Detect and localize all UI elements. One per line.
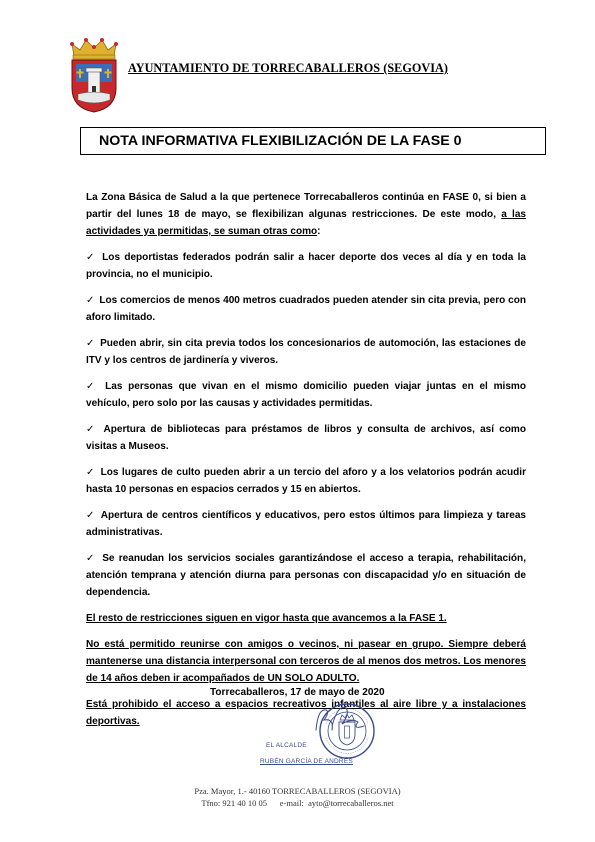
checkmark-icon: ✓	[86, 424, 97, 435]
checkmark-icon: ✓	[86, 295, 95, 306]
list-item-text: Los lugares de culto pueden abrir a un tercio del aforo y a los velatorios podrán acudir hasta 10 personas en espacios cerrados y 15 en abiertos.	[86, 467, 526, 495]
playground-note: Está prohibido el acceso a espacios recreativos infantiles al aire libre y a instalaciones deportivas.	[86, 699, 526, 727]
municipality-title: AYUNTAMIENTO DE TORRECABALLEROS (SEGOVIA)	[128, 61, 449, 75]
intro-underlined-text: a las actividades ya permitidas, se suman otras como	[86, 209, 526, 237]
checkmark-icon: ✓	[86, 338, 95, 349]
list-item-text: Los comercios de menos 400 metros cuadrados pueden atender sin cita previa, pero con aforo limitado.	[86, 295, 526, 323]
list-item-text: Se reanudan los servicios sociales garantizándose el acceso a terapia, rehabilitación, atención temprana y atención diurna para personas con discapacidad y/o en situación de dependencia.	[86, 553, 526, 598]
list-item	[86, 249, 526, 283]
list-item	[86, 507, 526, 541]
footer-contact: Tfno: 921 40 10 05 e-mail: ayto@torrecaballeros.net	[201, 798, 394, 808]
list-item	[86, 378, 526, 412]
intro-text: La Zona Básica de Salud a la que pertenece Torrecaballeros continúa en FASE 0, si bien a partir del lunes 18 de mayo, se flexibilizan algunas restricciones. De este modo,	[86, 192, 526, 220]
list-item	[86, 292, 526, 326]
list-item	[86, 550, 526, 601]
list-item-text: Pueden abrir, sin cita previa todos los concesionarios de automoción, las estaciones de ITV y los centros de jardinería y viveros.	[86, 338, 526, 366]
checkmark-icon: ✓	[86, 252, 96, 263]
footer-address: Pza. Mayor, 1.- 40160 TORRECABALLEROS (SEGOVIA)	[194, 786, 401, 796]
notice-title: NOTA INFORMATIVA FLEXIBILIZACIÓN DE LA FASE 0	[99, 133, 462, 149]
municipal-crest-icon	[66, 36, 122, 114]
checkmark-icon: ✓	[86, 381, 98, 392]
checkmark-icon: ✓	[86, 467, 96, 478]
list-item-text: Las personas que vivan en el mismo domicilio pueden viajar juntas en el mismo vehículo, pero solo por las causas y actividades permitidas.	[86, 381, 526, 409]
checkmark-icon: ✓	[86, 553, 96, 564]
mayor-name: RUBÉN GARCÍA DE ANDRÉS	[260, 758, 353, 765]
handwritten-signature-icon	[312, 700, 372, 736]
list-item	[86, 335, 526, 369]
list-item	[86, 464, 526, 498]
list-item-text: Apertura de centros científicos y educativos, pero estos últimos para limpieza y tareas administrativas.	[86, 510, 526, 538]
list-item-text: Apertura de bibliotecas para préstamos de libros y consulta de archivos, así como visitas a Museos.	[86, 424, 526, 452]
checkmark-icon: ✓	[86, 510, 96, 521]
gathering-note: No está permitido reunirse con amigos o vecinos, ni pasear en grupo. Siempre deberá mantenerse una distancia interpersonal con terceros de al menos dos metros. Los menores de 14 años deben ir acompañados de UN SOLO ADULTO.	[86, 639, 526, 684]
intro-colon: :	[317, 226, 321, 237]
notice-title-box	[80, 127, 546, 155]
mayor-role: EL ALCALDE	[266, 742, 307, 749]
notice-body	[86, 189, 526, 739]
restrictions-note: El resto de restricciones siguen en vigor hasta que avancemos a la FASE 1.	[86, 613, 447, 624]
intro-paragraph	[86, 189, 526, 240]
document-date: Torrecaballeros, 17 de mayo de 2020	[210, 687, 385, 698]
list-item-text: Los deportistas federados podrán salir a hacer deporte dos veces al día y en toda la provincia, no el municipio.	[86, 252, 526, 280]
list-item	[86, 421, 526, 455]
